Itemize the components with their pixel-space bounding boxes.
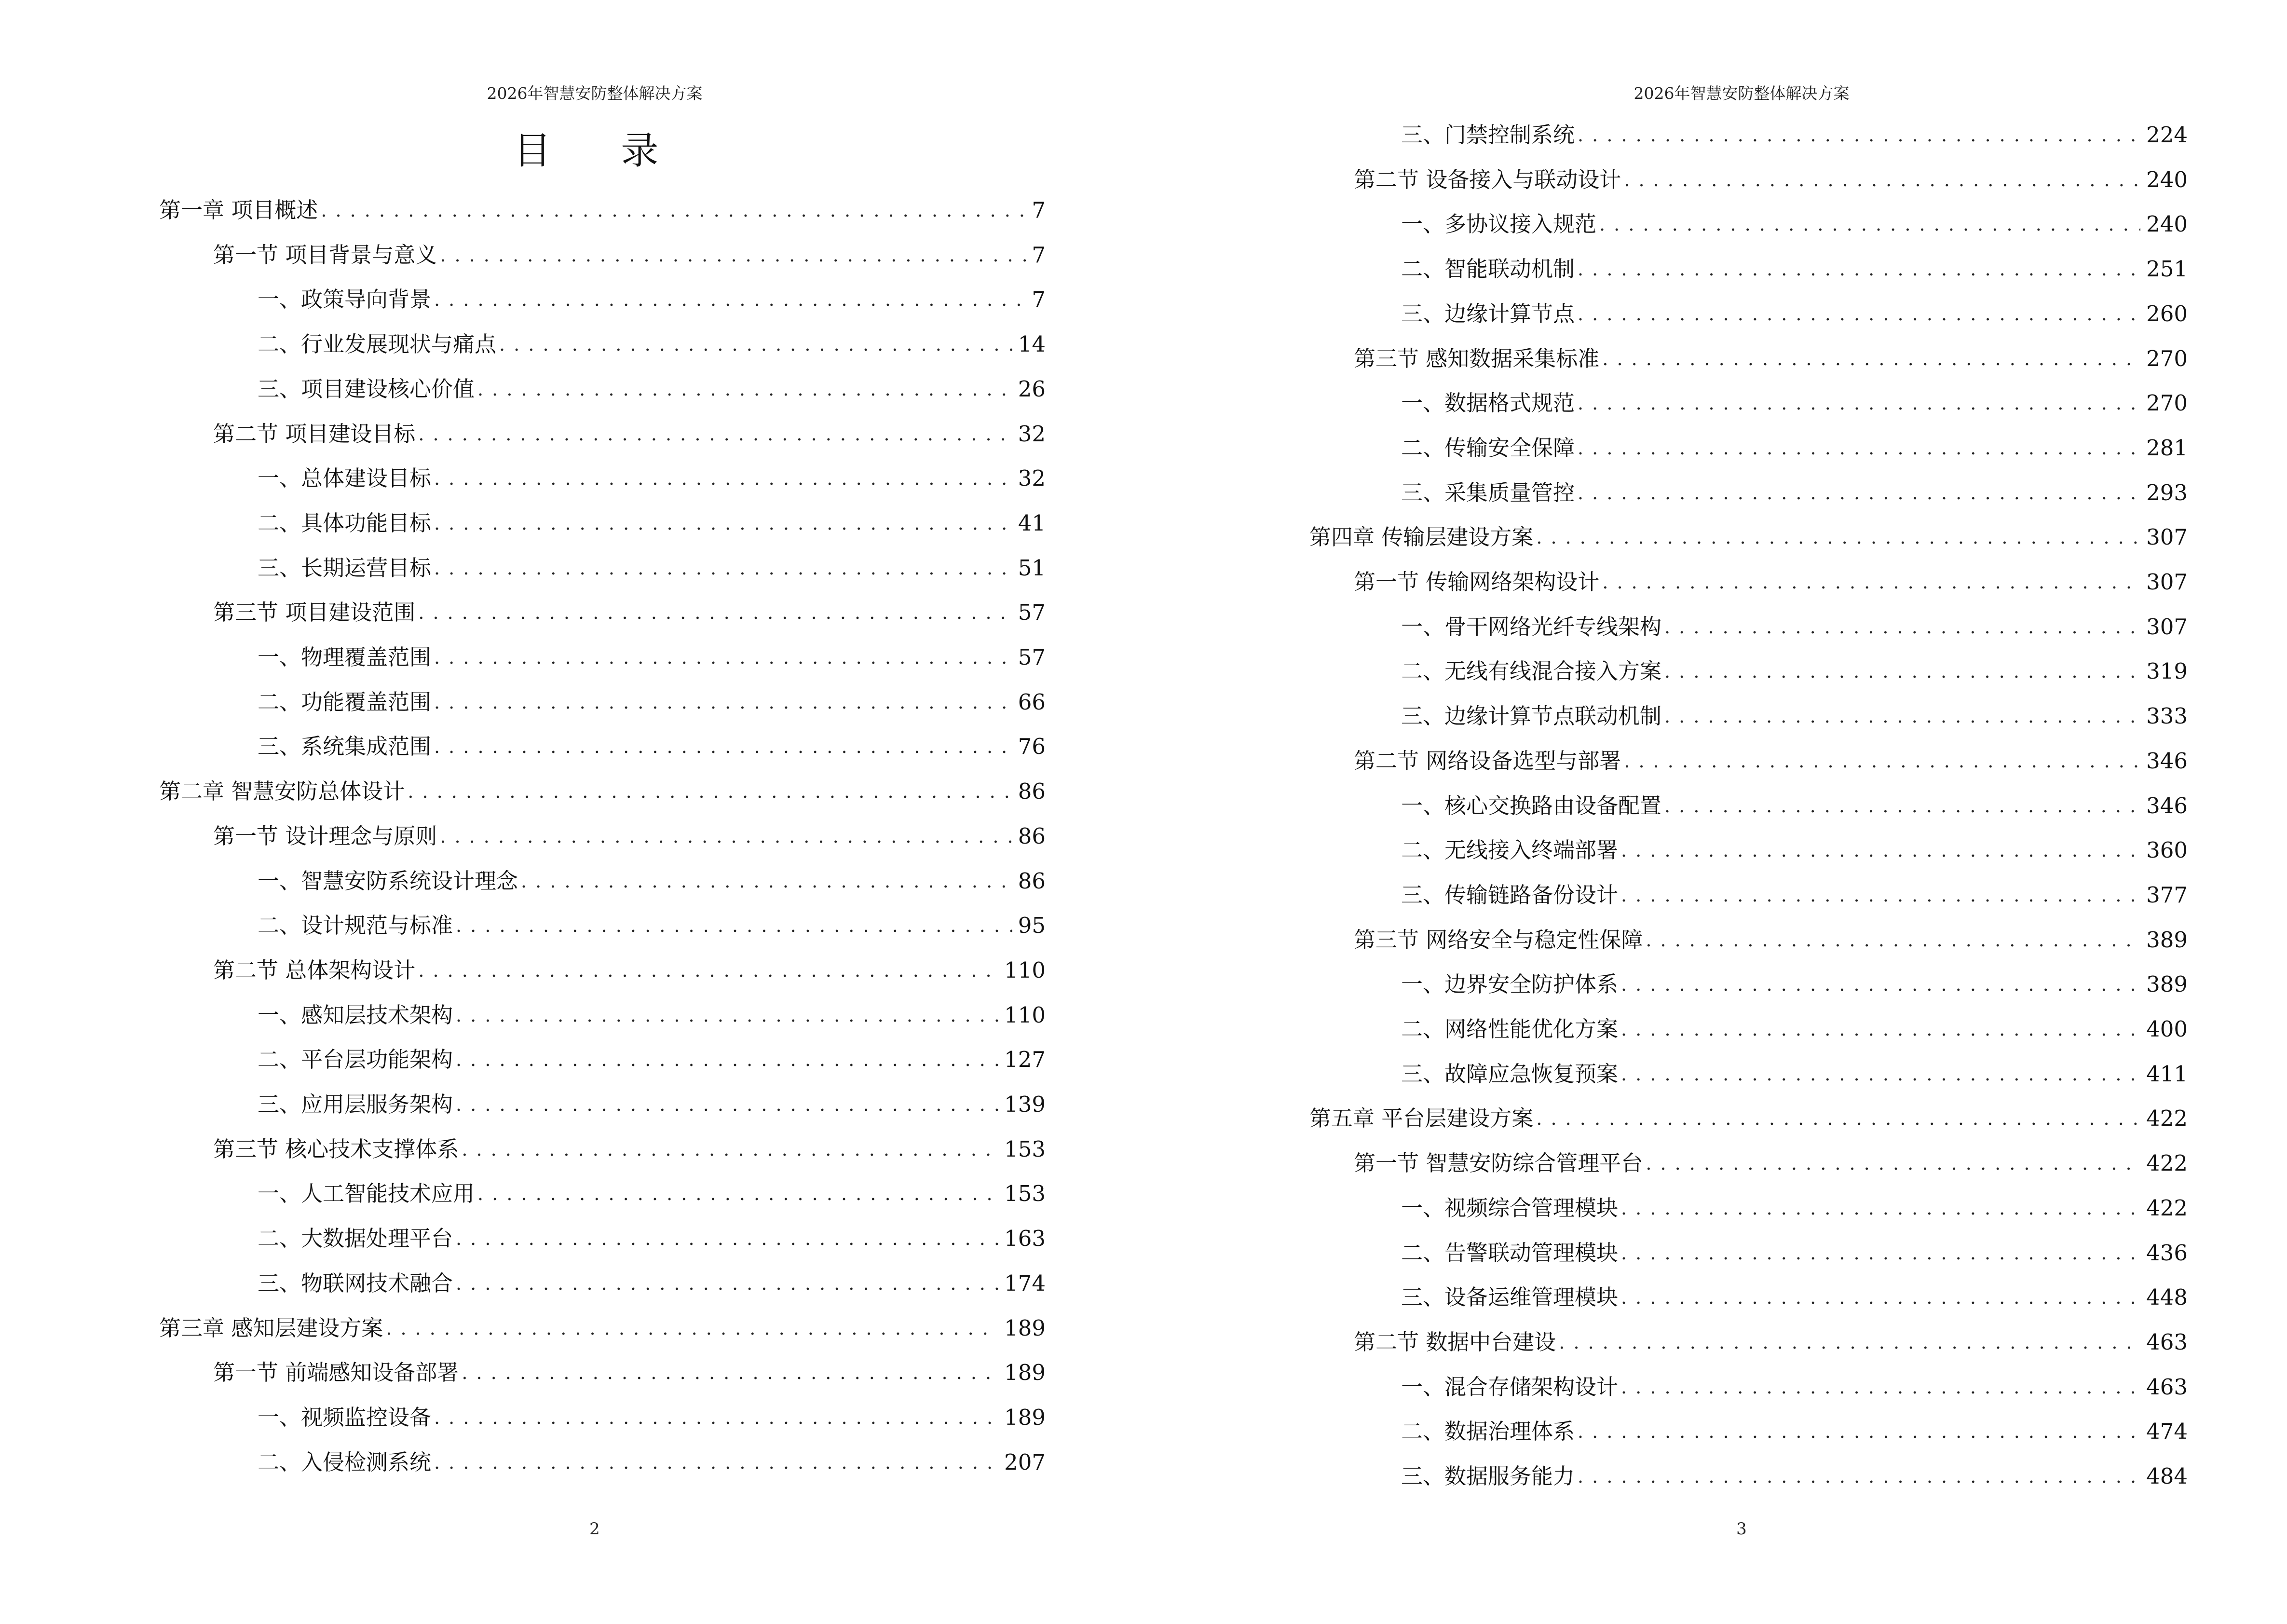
toc-entry-page: 86 xyxy=(1018,778,1046,805)
toc-entry[interactable] xyxy=(213,598,1046,627)
running-header: 2026年智慧安防整体解决方案 xyxy=(1634,84,1850,103)
toc-entry-page: 307 xyxy=(2146,569,2188,595)
toc-entry-page: 346 xyxy=(2146,748,2188,774)
dot-leader xyxy=(434,508,1012,538)
toc-entry-label: 第二节 总体架构设计 xyxy=(213,957,416,983)
dot-leader xyxy=(1602,343,2140,373)
toc-entry[interactable] xyxy=(258,1179,1046,1208)
dot-leader xyxy=(1578,478,2140,507)
document-page-right xyxy=(1144,0,2287,1624)
toc-entry[interactable] xyxy=(258,330,1046,359)
toc-entry-page: 270 xyxy=(2146,345,2188,371)
toc-entry-page: 189 xyxy=(1004,1360,1046,1386)
toc-entry[interactable] xyxy=(258,732,1046,761)
dot-leader xyxy=(462,1134,998,1164)
toc-entry-label: 二、数据治理体系 xyxy=(1401,1419,1575,1445)
toc-entry-page: 139 xyxy=(1004,1092,1046,1117)
dot-leader xyxy=(434,1447,998,1477)
toc-entry[interactable] xyxy=(258,464,1046,493)
dot-leader xyxy=(440,240,1026,270)
dot-leader xyxy=(521,866,1012,896)
toc-entry[interactable] xyxy=(258,1001,1046,1030)
toc-entry-label: 三、系统集成范围 xyxy=(258,734,432,760)
toc-entry-label: 第四章 传输层建设方案 xyxy=(1309,524,1534,550)
toc-entry[interactable] xyxy=(258,1045,1046,1074)
toc-entry-page: 86 xyxy=(1018,823,1046,849)
toc-entry[interactable] xyxy=(1401,1373,2188,1402)
toc-entry[interactable] xyxy=(1354,568,2188,597)
toc-entry-page: 346 xyxy=(2146,792,2188,819)
dot-leader xyxy=(1621,1059,2140,1089)
toc-entry-label: 一、骨干网络光纤专线架构 xyxy=(1401,614,1662,640)
toc-entry-page: 436 xyxy=(2146,1240,2188,1266)
toc-entry[interactable] xyxy=(1401,1462,2188,1491)
dot-leader xyxy=(1602,567,2140,597)
dot-leader xyxy=(418,955,998,985)
toc-entry[interactable] xyxy=(1401,300,2188,328)
toc-entry-label: 一、混合存储架构设计 xyxy=(1401,1374,1619,1400)
toc-entry-page: 14 xyxy=(1018,331,1046,357)
dot-leader xyxy=(1621,1282,2140,1312)
toc-entry-label: 三、传输链路备份设计 xyxy=(1401,882,1619,908)
toc-entry[interactable] xyxy=(1401,881,2188,910)
toc-entry-label: 一、智慧安防系统设计理念 xyxy=(258,868,518,894)
toc-entry-label: 三、长期运营目标 xyxy=(258,555,432,581)
toc-entry-page: 32 xyxy=(1018,421,1046,447)
toc-entry-label: 第一节 传输网络架构设计 xyxy=(1354,569,1600,595)
toc-entry[interactable] xyxy=(1401,389,2188,418)
toc-entry[interactable] xyxy=(258,1448,1046,1477)
toc-entry-page: 293 xyxy=(2146,479,2188,505)
toc-entry-page: 86 xyxy=(1018,868,1046,894)
dot-leader xyxy=(386,1313,998,1343)
dot-leader xyxy=(1621,1193,2140,1223)
toc-entry-page: 319 xyxy=(2146,658,2188,684)
dot-leader xyxy=(418,597,1012,627)
toc-entry[interactable] xyxy=(258,1403,1046,1432)
page-number: 2 xyxy=(589,1519,600,1539)
toc-entry-page: 163 xyxy=(1004,1226,1046,1252)
toc-entry[interactable] xyxy=(258,688,1046,717)
dot-leader xyxy=(1578,433,2140,463)
toc-entry-label: 二、入侵检测系统 xyxy=(258,1449,432,1475)
dot-leader xyxy=(434,731,1012,761)
toc-entry[interactable] xyxy=(258,1224,1046,1253)
toc-entry-label: 第二节 网络设备选型与部署 xyxy=(1354,748,1621,774)
toc-entry[interactable] xyxy=(1401,434,2188,463)
toc-entry-page: 57 xyxy=(1018,644,1046,670)
toc-entry-page: 57 xyxy=(1018,600,1046,626)
toc-entry-page: 7 xyxy=(1032,287,1046,313)
toc-entry-label: 第一节 设计理念与原则 xyxy=(213,823,437,849)
toc-entry-label: 一、政策导向背景 xyxy=(258,287,432,313)
toc-entry-label: 第三章 感知层建设方案 xyxy=(159,1315,383,1341)
dot-leader xyxy=(1599,209,2140,239)
toc-entry-page: 76 xyxy=(1018,734,1046,760)
toc-entry-label: 二、无线有线混合接入方案 xyxy=(1401,658,1662,684)
toc-entry-page: 127 xyxy=(1004,1047,1046,1073)
toc-entry-label: 第二章 智慧安防总体设计 xyxy=(159,778,405,805)
toc-entry[interactable] xyxy=(213,241,1046,270)
toc-entry-label: 三、物联网技术融合 xyxy=(258,1270,453,1296)
toc-entry[interactable] xyxy=(1401,1417,2188,1446)
toc-entry[interactable] xyxy=(258,1269,1046,1298)
toc-entry-label: 一、视频综合管理模块 xyxy=(1401,1195,1619,1221)
toc-entry-page: 260 xyxy=(2146,300,2188,327)
toc-entry[interactable] xyxy=(1401,657,2188,686)
dot-leader xyxy=(1646,925,2140,955)
dot-leader xyxy=(477,374,1012,404)
dot-leader xyxy=(1664,791,2140,820)
toc-entry-page: 95 xyxy=(1018,913,1046,939)
toc-entry[interactable] xyxy=(1401,970,2188,999)
toc-entry-page: 307 xyxy=(2146,614,2188,640)
page-number: 3 xyxy=(1736,1519,1747,1539)
toc-entry-label: 三、边缘计算节点联动机制 xyxy=(1401,703,1662,729)
toc-entry[interactable] xyxy=(159,777,1046,806)
toc-entry-label: 第二节 项目建设目标 xyxy=(213,421,416,447)
toc-entry-label: 三、项目建设核心价值 xyxy=(258,376,475,402)
toc-entry-label: 第一节 智慧安防综合管理平台 xyxy=(1354,1150,1643,1176)
toc-entry[interactable] xyxy=(213,1358,1046,1387)
toc-entry-label: 三、采集质量管控 xyxy=(1401,479,1575,505)
toc-entry[interactable] xyxy=(258,509,1046,538)
dot-leader xyxy=(1621,1238,2140,1268)
toc-entry-label: 第一章 项目概述 xyxy=(159,197,318,223)
toc-entry-label: 三、设备运维管理模块 xyxy=(1401,1284,1619,1310)
toc-entry-label: 第一节 项目背景与意义 xyxy=(213,242,437,268)
toc-entry-page: 389 xyxy=(2146,927,2188,953)
dot-leader xyxy=(1664,656,2140,686)
dot-leader xyxy=(434,1402,998,1432)
dot-leader xyxy=(434,553,1012,583)
toc-entry-label: 第一节 前端感知设备部署 xyxy=(213,1360,459,1386)
toc-entry-page: 448 xyxy=(2146,1284,2188,1310)
dot-leader xyxy=(1578,254,2140,284)
toc-entry-label: 一、多协议接入规范 xyxy=(1401,211,1597,237)
toc-entry[interactable] xyxy=(1401,836,2188,865)
dot-leader xyxy=(456,1089,998,1119)
toc-entry-page: 270 xyxy=(2146,390,2188,416)
dot-leader xyxy=(456,910,1012,940)
running-header: 2026年智慧安防整体解决方案 xyxy=(487,84,703,103)
toc-entry[interactable] xyxy=(1401,1194,2188,1223)
toc-entry[interactable] xyxy=(1401,702,2188,731)
toc-entry[interactable] xyxy=(213,956,1046,985)
dot-leader xyxy=(1536,1103,2140,1133)
toc-entry-page: 153 xyxy=(1004,1136,1046,1162)
toc-entry-page: 224 xyxy=(2146,122,2188,148)
toc-entry-label: 一、人工智能技术应用 xyxy=(258,1181,475,1207)
dot-leader xyxy=(456,1268,998,1298)
dot-leader xyxy=(1578,388,2140,418)
toc-entry-page: 281 xyxy=(2146,435,2188,461)
toc-entry-label: 第三节 核心技术支撑体系 xyxy=(213,1136,459,1162)
toc-entry-label: 一、核心交换路由设备配置 xyxy=(1401,792,1662,819)
toc-entry-page: 189 xyxy=(1004,1315,1046,1341)
toc-entry[interactable] xyxy=(1354,926,2188,955)
toc-entry-label: 一、数据格式规范 xyxy=(1401,390,1575,416)
toc-entry[interactable] xyxy=(1401,1283,2188,1312)
toc-entry-label: 二、传输安全保障 xyxy=(1401,435,1575,461)
dot-leader xyxy=(1621,969,2140,999)
toc-entry-label: 二、智能联动机制 xyxy=(1401,256,1575,282)
toc-entry[interactable] xyxy=(1354,1149,2188,1178)
dot-leader xyxy=(1559,1327,2140,1357)
dot-leader xyxy=(440,821,1012,851)
dot-leader xyxy=(434,463,1012,493)
toc-entry[interactable] xyxy=(258,285,1046,314)
toc-entry-page: 400 xyxy=(2146,1016,2188,1042)
dot-leader xyxy=(477,1178,998,1208)
toc-entry-page: 26 xyxy=(1018,376,1046,402)
toc-entry[interactable] xyxy=(1401,210,2188,239)
toc-entry-page: 240 xyxy=(2146,211,2188,237)
toc-entry-label: 一、视频监控设备 xyxy=(258,1404,432,1430)
toc-entry-label: 二、功能覆盖范围 xyxy=(258,689,432,715)
dot-leader xyxy=(499,329,1012,359)
toc-entry-label: 一、感知层技术架构 xyxy=(258,1002,453,1028)
toc-entry-page: 422 xyxy=(2146,1150,2188,1176)
toc-title: 目 录 xyxy=(513,129,688,173)
dot-leader xyxy=(456,1000,998,1030)
dot-leader xyxy=(1536,522,2140,552)
dot-leader xyxy=(1578,299,2140,328)
dot-leader xyxy=(1621,880,2140,910)
toc-entry[interactable] xyxy=(1401,1239,2188,1268)
toc-entry[interactable] xyxy=(1401,478,2188,507)
dot-leader xyxy=(434,284,1026,314)
toc-entry[interactable] xyxy=(258,911,1046,940)
toc-entry-page: 240 xyxy=(2146,166,2188,192)
dot-leader xyxy=(321,195,1026,225)
dot-leader xyxy=(1624,746,2140,776)
dot-leader xyxy=(1624,164,2140,194)
toc-entry-label: 一、总体建设目标 xyxy=(258,465,432,491)
toc-entry-label: 第二节 数据中台建设 xyxy=(1354,1329,1556,1355)
toc-entry-page: 307 xyxy=(2146,524,2188,550)
dot-leader xyxy=(1646,1148,2140,1178)
toc-entry-page: 207 xyxy=(1004,1449,1046,1475)
toc-entry-page: 110 xyxy=(1004,1002,1046,1028)
dot-leader xyxy=(1578,120,2140,150)
toc-entry-page: 422 xyxy=(2146,1195,2188,1221)
toc-entry-page: 32 xyxy=(1018,465,1046,491)
toc-entry-label: 第三节 项目建设范围 xyxy=(213,600,416,626)
toc-entry[interactable] xyxy=(1401,255,2188,284)
toc-entry-page: 463 xyxy=(2146,1374,2188,1400)
dot-leader xyxy=(1578,1461,2140,1491)
dot-leader xyxy=(456,1044,998,1074)
toc-entry-label: 三、数据服务能力 xyxy=(1401,1463,1575,1489)
toc-entry-page: 66 xyxy=(1018,689,1046,715)
toc-entry[interactable] xyxy=(1401,1060,2188,1089)
toc-entry-page: 333 xyxy=(2146,703,2188,729)
dot-leader xyxy=(1621,835,2140,865)
toc-entry-page: 422 xyxy=(2146,1105,2188,1132)
toc-entry[interactable] xyxy=(1309,1104,2188,1133)
toc-entry[interactable] xyxy=(213,420,1046,449)
toc-entry-label: 二、无线接入终端部署 xyxy=(1401,837,1619,863)
toc-entry-label: 第三节 网络安全与稳定性保障 xyxy=(1354,927,1643,953)
dot-leader xyxy=(408,776,1012,806)
dot-leader xyxy=(1621,1372,2140,1402)
toc-entry-page: 484 xyxy=(2146,1463,2188,1489)
toc-entry[interactable] xyxy=(213,1135,1046,1164)
toc-entry-label: 二、具体功能目标 xyxy=(258,510,432,536)
dot-leader xyxy=(1621,1014,2140,1044)
toc-entry[interactable] xyxy=(1401,121,2188,150)
toc-entry-page: 411 xyxy=(2146,1061,2188,1087)
toc-entry-page: 7 xyxy=(1032,242,1046,268)
toc-entry-page: 251 xyxy=(2146,256,2188,282)
toc-entry-page: 189 xyxy=(1004,1404,1046,1430)
toc-entry-label: 一、物理覆盖范围 xyxy=(258,644,432,670)
toc-entry[interactable] xyxy=(159,196,1046,225)
toc-entry-page: 110 xyxy=(1004,957,1046,983)
toc-entry-label: 三、应用层服务架构 xyxy=(258,1092,453,1117)
toc-entry-label: 二、网络性能优化方案 xyxy=(1401,1016,1619,1042)
dot-leader xyxy=(462,1357,998,1387)
toc-entry-page: 153 xyxy=(1004,1181,1046,1207)
toc-entry[interactable] xyxy=(1354,747,2188,776)
toc-entry-label: 三、边缘计算节点 xyxy=(1401,300,1575,327)
toc-entry[interactable] xyxy=(1354,1328,2188,1357)
toc-entry-page: 377 xyxy=(2146,882,2188,908)
toc-entry-label: 三、故障应急恢复预案 xyxy=(1401,1061,1619,1087)
toc-entry[interactable] xyxy=(258,643,1046,672)
toc-entry-page: 360 xyxy=(2146,837,2188,863)
toc-entry-label: 二、设计规范与标准 xyxy=(258,913,453,939)
toc-entry[interactable] xyxy=(1354,165,2188,194)
toc-entry[interactable] xyxy=(1354,344,2188,373)
toc-entry[interactable] xyxy=(1309,523,2188,552)
dot-leader xyxy=(418,419,1012,449)
dot-leader xyxy=(434,642,1012,672)
dot-leader xyxy=(1578,1416,2140,1446)
toc-entry[interactable] xyxy=(1401,792,2188,820)
toc-entry-label: 第二节 设备接入与联动设计 xyxy=(1354,166,1621,192)
toc-entry-page: 389 xyxy=(2146,971,2188,997)
toc-entry-label: 二、大数据处理平台 xyxy=(258,1226,453,1252)
dot-leader xyxy=(1664,612,2140,641)
toc-entry-page: 474 xyxy=(2146,1419,2188,1445)
toc-entry[interactable] xyxy=(1401,1015,2188,1044)
toc-entry-label: 三、门禁控制系统 xyxy=(1401,122,1575,148)
dot-leader xyxy=(456,1223,998,1253)
dot-leader xyxy=(1664,701,2140,731)
toc-entry-page: 41 xyxy=(1018,510,1046,536)
toc-entry-page: 463 xyxy=(2146,1329,2188,1355)
toc-entry[interactable] xyxy=(159,1314,1046,1343)
toc-entry[interactable] xyxy=(258,1090,1046,1119)
toc-entry[interactable] xyxy=(258,375,1046,404)
toc-entry-label: 二、平台层功能架构 xyxy=(258,1047,453,1073)
toc-entry[interactable] xyxy=(213,822,1046,851)
toc-entry-label: 二、告警联动管理模块 xyxy=(1401,1240,1619,1266)
toc-entry[interactable] xyxy=(1401,613,2188,641)
toc-entry-label: 一、边界安全防护体系 xyxy=(1401,971,1619,997)
toc-entry-page: 7 xyxy=(1032,197,1046,223)
toc-entry[interactable] xyxy=(258,554,1046,583)
toc-entry[interactable] xyxy=(258,867,1046,896)
toc-entry-label: 二、行业发展现状与痛点 xyxy=(258,331,497,357)
toc-entry-label: 第五章 平台层建设方案 xyxy=(1309,1105,1534,1132)
dot-leader xyxy=(434,687,1012,717)
toc-entry-page: 174 xyxy=(1004,1270,1046,1296)
toc-entry-label: 第三节 感知数据采集标准 xyxy=(1354,345,1600,371)
toc-entry-page: 51 xyxy=(1018,555,1046,581)
